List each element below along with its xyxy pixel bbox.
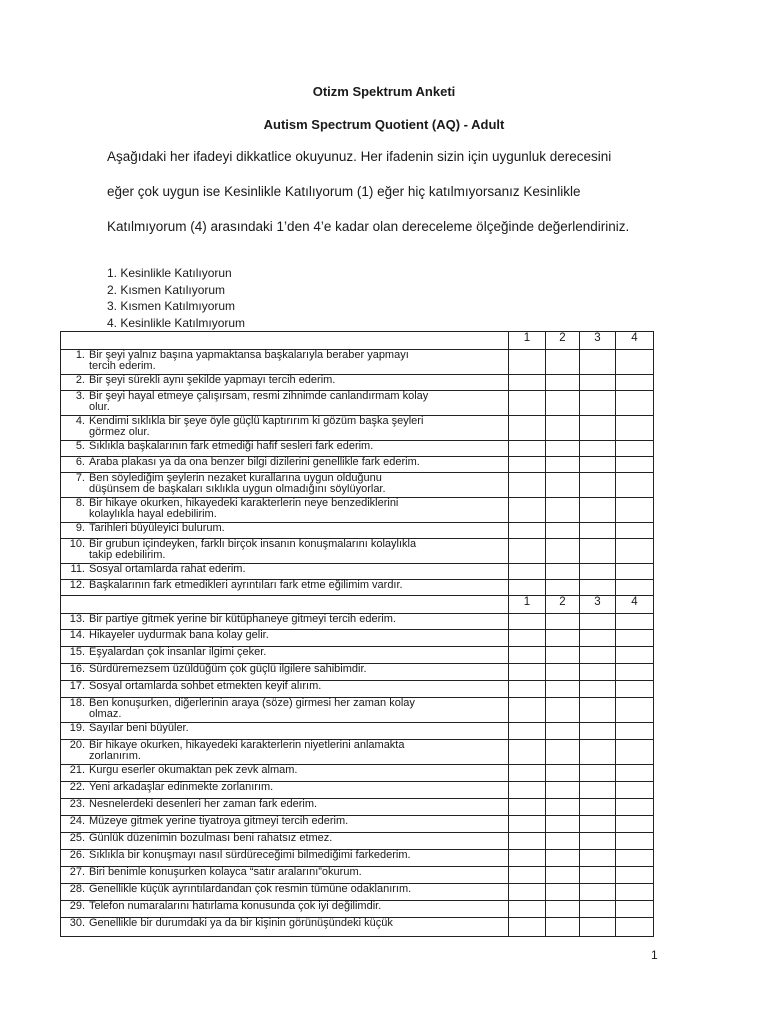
question-row xyxy=(61,523,654,539)
answer-cell-4[interactable] xyxy=(616,698,654,723)
question-row xyxy=(61,816,654,833)
question-text-continued: zorlanırım. xyxy=(89,750,141,762)
rating-scale-legend xyxy=(107,265,245,331)
aq-question-table xyxy=(60,331,654,937)
question-text-cell xyxy=(61,681,509,698)
answer-cell-1[interactable] xyxy=(509,884,546,901)
question-row xyxy=(61,782,654,799)
question-row xyxy=(61,441,654,457)
answer-cell-3[interactable] xyxy=(580,901,616,918)
answer-cell-3[interactable] xyxy=(580,564,616,580)
question-row xyxy=(61,918,654,937)
question-row xyxy=(61,498,654,523)
answer-cell-2[interactable] xyxy=(546,523,580,539)
question-text: Başkalarının fark etmedikleri ayrıntıları fark etme eğilimim vardır. xyxy=(89,579,403,591)
answer-cell-3[interactable] xyxy=(580,833,616,850)
question-row xyxy=(61,681,654,698)
answer-cell-3[interactable] xyxy=(580,867,616,884)
answer-cell-2[interactable] xyxy=(546,681,580,698)
question-text-cell xyxy=(61,867,509,884)
answer-cell-1[interactable] xyxy=(509,765,546,782)
question-row xyxy=(61,698,654,723)
scale-number-header: 4 xyxy=(616,596,654,614)
question-text-cell xyxy=(61,391,509,416)
answer-cell-3[interactable] xyxy=(580,664,616,681)
question-text-cell xyxy=(61,698,509,723)
question-number: 27. xyxy=(69,866,85,878)
question-number: 15. xyxy=(69,646,85,658)
answer-cell-3[interactable] xyxy=(580,723,616,740)
question-number: 11. xyxy=(70,563,85,575)
question-text-cell xyxy=(61,816,509,833)
scale-number-header: 4 xyxy=(616,332,654,350)
answer-cell-2[interactable] xyxy=(546,457,580,473)
question-number: 29. xyxy=(69,900,85,912)
question-number: 23. xyxy=(69,798,85,810)
question-number: 7. xyxy=(75,472,85,484)
answer-cell-3[interactable] xyxy=(580,698,616,723)
question-text-cell xyxy=(61,614,509,630)
answer-cell-2[interactable] xyxy=(546,664,580,681)
answer-cell-3[interactable] xyxy=(580,740,616,765)
question-number: 21. xyxy=(69,764,85,776)
question-number: 12. xyxy=(69,579,85,591)
question-number: 8. xyxy=(75,497,85,509)
header-blank-cell xyxy=(61,596,509,614)
question-text: Kurgu eserler okumaktan pek zevk almam. xyxy=(89,764,298,776)
answer-cell-3[interactable] xyxy=(580,630,616,647)
scale-item: 4. Kesinlikle Katılmıyorum xyxy=(107,315,246,330)
answer-cell-3[interactable] xyxy=(580,884,616,901)
answer-cell-2[interactable] xyxy=(546,867,580,884)
answer-cell-3[interactable] xyxy=(580,918,616,937)
answer-cell-2[interactable] xyxy=(546,564,580,580)
answer-cell-1[interactable] xyxy=(509,498,546,523)
question-text-cell xyxy=(61,884,509,901)
question-text-continued: olur. xyxy=(89,401,110,413)
scale-item: 2. Kısmen Katılıyorum xyxy=(107,282,226,297)
answer-cell-2[interactable] xyxy=(546,740,580,765)
question-text-cell xyxy=(61,498,509,523)
answer-cell-2[interactable] xyxy=(546,901,580,918)
page-number: 1 xyxy=(651,948,658,962)
answer-cell-1[interactable] xyxy=(509,723,546,740)
scale-number-header: 2 xyxy=(546,596,580,614)
question-row xyxy=(61,473,654,498)
answer-cell-4[interactable] xyxy=(616,884,654,901)
answer-cell-2[interactable] xyxy=(546,416,580,441)
question-number: 1. xyxy=(75,349,85,361)
answer-cell-1[interactable] xyxy=(509,833,546,850)
question-text-cell xyxy=(61,580,509,596)
answer-cell-4[interactable] xyxy=(616,441,654,457)
question-text: Sosyal ortamlarda rahat ederim. xyxy=(89,563,246,575)
question-number: 13. xyxy=(69,613,85,625)
question-text-cell xyxy=(61,664,509,681)
answer-cell-1[interactable] xyxy=(509,740,546,765)
question-row xyxy=(61,884,654,901)
question-text-continued: takip edebilirim. xyxy=(89,549,166,561)
answer-cell-3[interactable] xyxy=(580,457,616,473)
question-row xyxy=(61,647,654,664)
question-text: Bir şeyi sürekli aynı şekilde yapmayı tercih ederim. xyxy=(89,374,336,386)
question-text: Bir hikaye okurken, hikayedeki karakterlerin niyetlerini anlamakta xyxy=(89,739,405,751)
answer-cell-1[interactable] xyxy=(509,350,546,375)
question-row xyxy=(61,539,654,564)
question-text-cell xyxy=(61,833,509,850)
scale-number-header: 1 xyxy=(509,332,546,350)
answer-cell-4[interactable] xyxy=(616,681,654,698)
answer-cell-4[interactable] xyxy=(616,473,654,498)
answer-cell-2[interactable] xyxy=(546,799,580,816)
question-text-cell xyxy=(61,765,509,782)
question-text: Sosyal ortamlarda sohbet etmekten keyif alırım. xyxy=(89,680,322,692)
answer-cell-1[interactable] xyxy=(509,799,546,816)
answer-cell-4[interactable] xyxy=(616,614,654,630)
answer-cell-1[interactable] xyxy=(509,580,546,596)
question-row xyxy=(61,765,654,782)
answer-cell-4[interactable] xyxy=(616,580,654,596)
question-row xyxy=(61,416,654,441)
question-text-cell xyxy=(61,630,509,647)
question-text-cell xyxy=(61,523,509,539)
answer-cell-2[interactable] xyxy=(546,765,580,782)
answer-cell-4[interactable] xyxy=(616,850,654,867)
answer-cell-2[interactable] xyxy=(546,698,580,723)
answer-cell-4[interactable] xyxy=(616,867,654,884)
question-text: Günlük düzenimin bozulması beni rahatsız etmez. xyxy=(89,832,333,844)
scale-number-header: 3 xyxy=(580,332,616,350)
question-text: Müzeye gitmek yerine tiyatroya gitmeyi tercih ederim. xyxy=(89,815,349,827)
question-number: 24. xyxy=(69,815,85,827)
answer-cell-2[interactable] xyxy=(546,782,580,799)
answer-cell-1[interactable] xyxy=(509,698,546,723)
question-text: Bir hikaye okurken, hikayedeki karakterlerin neye benzediklerini xyxy=(89,497,399,509)
question-text: Nesnelerdeki desenleri her zaman fark ederim. xyxy=(89,798,318,810)
question-number: 20. xyxy=(69,739,85,751)
question-text-cell xyxy=(61,782,509,799)
answer-cell-1[interactable] xyxy=(509,647,546,664)
question-number: 22. xyxy=(69,781,85,793)
question-number: 14. xyxy=(69,629,85,641)
answer-cell-4[interactable] xyxy=(616,564,654,580)
question-number: 26. xyxy=(69,849,85,861)
answer-cell-4[interactable] xyxy=(616,816,654,833)
answer-cell-1[interactable] xyxy=(509,539,546,564)
answer-cell-4[interactable] xyxy=(616,833,654,850)
scale-number-header: 2 xyxy=(546,332,580,350)
answer-cell-2[interactable] xyxy=(546,918,580,937)
question-text: Sıklıkla başkalarının fark etmediği hafif sesleri fark ederim. xyxy=(89,440,374,452)
question-text-cell xyxy=(61,564,509,580)
answer-cell-3[interactable] xyxy=(580,816,616,833)
answer-cell-2[interactable] xyxy=(546,850,580,867)
answer-cell-4[interactable] xyxy=(616,375,654,391)
answer-cell-3[interactable] xyxy=(580,614,616,630)
question-number: 5. xyxy=(75,440,85,452)
answer-cell-3[interactable] xyxy=(580,681,616,698)
answer-cell-2[interactable] xyxy=(546,816,580,833)
answer-cell-2[interactable] xyxy=(546,391,580,416)
question-text-cell xyxy=(61,457,509,473)
question-text: Hikayeler uydurmak bana kolay gelir. xyxy=(89,629,269,641)
answer-cell-2[interactable] xyxy=(546,630,580,647)
answer-cell-4[interactable] xyxy=(616,723,654,740)
question-row xyxy=(61,901,654,918)
question-number: 18. xyxy=(69,697,85,709)
answer-cell-4[interactable] xyxy=(616,416,654,441)
question-text: Ben söylediğim şeylerin nezaket kurallarına uygun olduğunu xyxy=(89,472,382,484)
answer-cell-4[interactable] xyxy=(616,664,654,681)
answer-cell-1[interactable] xyxy=(509,918,546,937)
question-number: 4. xyxy=(75,415,85,427)
question-text-continued: tercih ederim. xyxy=(89,360,156,372)
answer-cell-2[interactable] xyxy=(546,884,580,901)
answer-cell-1[interactable] xyxy=(509,901,546,918)
question-row xyxy=(61,391,654,416)
question-number: 17. xyxy=(69,680,85,692)
answer-cell-1[interactable] xyxy=(509,564,546,580)
answer-cell-4[interactable] xyxy=(616,782,654,799)
answer-cell-4[interactable] xyxy=(616,498,654,523)
answer-cell-1[interactable] xyxy=(509,473,546,498)
question-text-cell xyxy=(61,850,509,867)
answer-cell-1[interactable] xyxy=(509,867,546,884)
answer-cell-1[interactable] xyxy=(509,816,546,833)
answer-cell-2[interactable] xyxy=(546,614,580,630)
question-text-continued: düşünsem de başkaları sıklıkla uygun olmadığını söylüyorlar. xyxy=(89,483,386,495)
question-number: 2. xyxy=(75,374,85,386)
answer-cell-1[interactable] xyxy=(509,441,546,457)
question-text: Biri benimle konuşurken kolayca “satır aralarını”okurum. xyxy=(89,866,362,878)
question-text-cell xyxy=(61,375,509,391)
answer-cell-1[interactable] xyxy=(509,523,546,539)
answer-cell-3[interactable] xyxy=(580,647,616,664)
answer-cell-2[interactable] xyxy=(546,441,580,457)
answer-cell-4[interactable] xyxy=(616,918,654,937)
question-text: Genellikle küçük ayrıntılardandan çok resmin tümüne odaklanırım. xyxy=(89,883,412,895)
header-blank-cell xyxy=(61,332,509,350)
instruction-line: eğer çok uygun ise Kesinlikle Katılıyorum (1) eğer hiç katılmıyorsanız Kesinlikle xyxy=(107,184,581,199)
answer-cell-3[interactable] xyxy=(580,441,616,457)
answer-cell-1[interactable] xyxy=(509,664,546,681)
question-row xyxy=(61,723,654,740)
question-text: Bir partiye gitmek yerine bir kütüphaneye gitmeyi tercih ederim. xyxy=(89,613,396,625)
answer-cell-2[interactable] xyxy=(546,580,580,596)
answer-cell-4[interactable] xyxy=(616,630,654,647)
answer-cell-1[interactable] xyxy=(509,782,546,799)
answer-cell-2[interactable] xyxy=(546,833,580,850)
answer-cell-1[interactable] xyxy=(509,375,546,391)
answer-cell-3[interactable] xyxy=(580,539,616,564)
question-text-cell xyxy=(61,647,509,664)
question-row xyxy=(61,867,654,884)
question-number: 16. xyxy=(69,663,85,675)
answer-cell-3[interactable] xyxy=(580,391,616,416)
answer-cell-4[interactable] xyxy=(616,901,654,918)
question-row xyxy=(61,350,654,375)
question-row xyxy=(61,799,654,816)
answer-cell-3[interactable] xyxy=(580,523,616,539)
answer-cell-1[interactable] xyxy=(509,614,546,630)
answer-cell-2[interactable] xyxy=(546,539,580,564)
question-text: Bir şeyi hayal etmeye çalışırsam, resmi zihnimde canlandırmam kolay xyxy=(89,390,429,402)
answer-cell-3[interactable] xyxy=(580,498,616,523)
question-text: Bir şeyi yalnız başına yapmaktansa başkalarıyla beraber yapmayı xyxy=(89,349,409,361)
question-text-continued: kolaylıkla hayal edebilirim. xyxy=(89,508,217,520)
question-number: 19. xyxy=(69,722,85,734)
answer-cell-4[interactable] xyxy=(616,523,654,539)
document-title: Otizm Spektrum Anketi xyxy=(312,84,456,99)
answer-cell-4[interactable] xyxy=(616,740,654,765)
answer-cell-3[interactable] xyxy=(580,850,616,867)
answer-cell-3[interactable] xyxy=(580,765,616,782)
answer-cell-3[interactable] xyxy=(580,782,616,799)
question-number: 3. xyxy=(75,390,85,402)
question-text-cell xyxy=(61,350,509,375)
question-row xyxy=(61,630,654,647)
answer-cell-3[interactable] xyxy=(580,580,616,596)
scale-number-header: 1 xyxy=(509,596,546,614)
answer-cell-4[interactable] xyxy=(616,647,654,664)
scale-header-row xyxy=(61,332,654,350)
question-number: 9. xyxy=(75,522,85,534)
scale-item: 3. Kısmen Katılmıyorum xyxy=(107,299,236,313)
question-text: Kendimi sıklıkla bir şeye öyle güçlü kaptırırım ki gözüm başka şeyleri xyxy=(89,415,424,427)
question-number: 25. xyxy=(69,832,85,844)
question-text: Sıklıkla bir konuşmayı nasıl sürdüreceğimi bilmediğimi farkederim. xyxy=(89,849,411,861)
question-text-cell xyxy=(61,740,509,765)
question-text-cell xyxy=(61,539,509,564)
answer-cell-3[interactable] xyxy=(580,416,616,441)
answer-cell-1[interactable] xyxy=(509,391,546,416)
answer-cell-2[interactable] xyxy=(546,375,580,391)
answer-cell-4[interactable] xyxy=(616,539,654,564)
answer-cell-1[interactable] xyxy=(509,850,546,867)
document-subtitle: Autism Spectrum Quotient (AQ) - Adult xyxy=(263,117,505,132)
answer-cell-4[interactable] xyxy=(616,765,654,782)
question-text-cell xyxy=(61,918,509,937)
question-row xyxy=(61,457,654,473)
question-row xyxy=(61,833,654,850)
answer-cell-2[interactable] xyxy=(546,647,580,664)
question-text: Genellikle bir durumdaki ya da bir kişinin görünüşündeki küçük xyxy=(89,917,393,929)
question-text-cell xyxy=(61,901,509,918)
question-text: Eşyalardan çok insanlar ilgimi çeker. xyxy=(89,646,267,658)
question-text-cell xyxy=(61,416,509,441)
answer-cell-2[interactable] xyxy=(546,473,580,498)
question-row xyxy=(61,614,654,630)
answer-cell-4[interactable] xyxy=(616,457,654,473)
question-text: Sayılar beni büyüler. xyxy=(89,722,189,734)
question-text: Ben konuşurken, diğerlerinin araya (söze) girmesi her zaman kolay xyxy=(89,697,415,709)
question-text-continued: görmez olur. xyxy=(89,426,150,438)
answer-cell-1[interactable] xyxy=(509,416,546,441)
question-text: Bir grubun içindeyken, farklı birçok insanın konuşmalarını kolaylıkla xyxy=(89,538,417,550)
question-row xyxy=(61,580,654,596)
question-number: 10. xyxy=(69,538,85,550)
scale-header-row xyxy=(61,596,654,614)
question-row xyxy=(61,664,654,681)
question-text-cell xyxy=(61,473,509,498)
question-text: Tarihleri büyüleyici bulurum. xyxy=(89,522,225,534)
answer-cell-1[interactable] xyxy=(509,457,546,473)
question-number: 30. xyxy=(69,917,85,929)
answer-cell-1[interactable] xyxy=(509,630,546,647)
question-text-continued: olmaz. xyxy=(89,708,122,720)
question-row xyxy=(61,375,654,391)
question-text: Yeni arkadaşlar edinmekte zorlanırım. xyxy=(89,781,274,793)
question-text-cell xyxy=(61,723,509,740)
question-row xyxy=(61,850,654,867)
answer-cell-4[interactable] xyxy=(616,350,654,375)
scale-number-header: 3 xyxy=(580,596,616,614)
answer-cell-2[interactable] xyxy=(546,350,580,375)
instruction-line: Aşağıdaki her ifadeyi dikkatlice okuyunuz. Her ifadenin sizin için uygunluk derecesini xyxy=(107,149,612,164)
question-text-cell xyxy=(61,441,509,457)
answer-cell-2[interactable] xyxy=(546,498,580,523)
question-text: Sürdüremezsem üzüldüğüm çok güçlü ilgilere sahibimdir. xyxy=(89,663,367,675)
question-text-cell xyxy=(61,799,509,816)
answer-cell-3[interactable] xyxy=(580,473,616,498)
question-number: 28. xyxy=(69,883,85,895)
answer-cell-1[interactable] xyxy=(509,681,546,698)
question-text: Araba plakası ya da ona benzer bilgi dizilerini genellikle fark ederim. xyxy=(89,456,420,468)
question-row xyxy=(61,564,654,580)
answer-cell-3[interactable] xyxy=(580,799,616,816)
question-row xyxy=(61,740,654,765)
question-number: 6. xyxy=(75,456,85,468)
answer-cell-3[interactable] xyxy=(580,375,616,391)
answer-cell-3[interactable] xyxy=(580,350,616,375)
scale-item: 1. Kesinlikle Katılıyorun xyxy=(107,266,232,280)
answer-cell-4[interactable] xyxy=(616,391,654,416)
question-text: Telefon numaralarını hatırlama konusunda çok iyi değilimdir. xyxy=(89,900,382,912)
answer-cell-2[interactable] xyxy=(546,723,580,740)
instruction-line: Katılmıyorum (4) arasındaki 1’den 4’e kadar olan dereceleme ölçeğinde değerlendiriniz. xyxy=(107,219,630,234)
answer-cell-4[interactable] xyxy=(616,799,654,816)
